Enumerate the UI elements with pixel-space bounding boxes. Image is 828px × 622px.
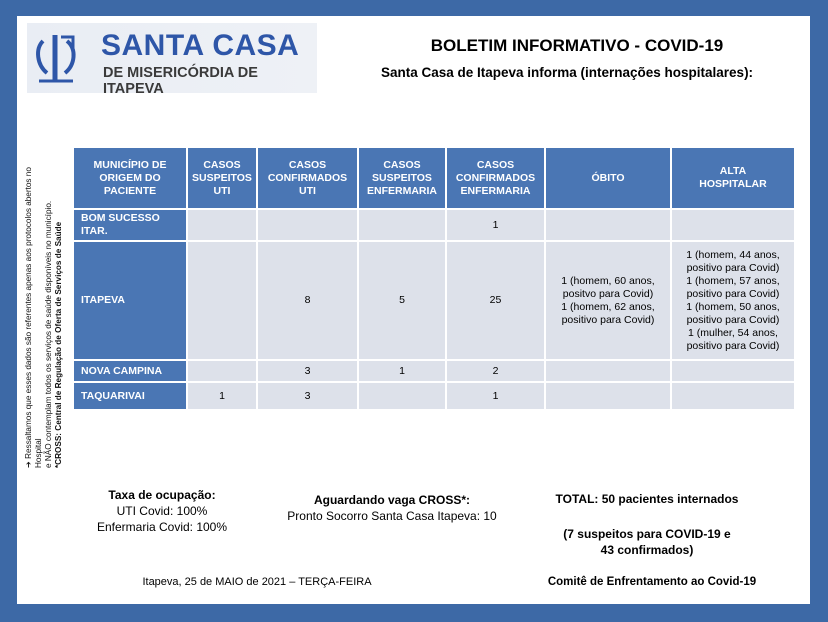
cell-obito: 1 (homem, 60 anos, positvo para Covid) 1 (homem, 62 anos, positivo para Covid) [545,241,671,360]
cell-municipio: NOVA CAMPINA [73,360,187,382]
occupancy-title: Taxa de ocupação: [108,488,216,502]
cell-confirmados-uti: 3 [257,360,358,382]
cell-obito [545,209,671,241]
bulletin-title: BOLETIM INFORMATIVO - COVID-19 [430,36,724,55]
bulletin-subtitle: Santa Casa de Itapeva informa (internações hospitalares): [380,65,754,80]
header-suspeitos-uti: CASOS SUSPEITOS UTI [187,147,257,209]
occupancy-uti: UTI Covid: 100% [116,504,208,518]
total-patients: TOTAL: 50 pacientes internados [555,492,739,506]
waiting-text: Pronto Socorro Santa Casa Itapeva: 10 [287,509,497,523]
header-obito: ÓBITO [545,147,671,209]
cell-confirmados-uti: 3 [257,382,358,410]
cell-suspeitos-enfermaria: 5 [358,241,446,360]
cell-confirmados-enfermaria: 2 [446,360,545,382]
table-row [73,360,795,382]
committee-signature: Comitê de Enfrentamento ao Covid-19 [547,576,757,588]
cell-suspeitos-enfermaria [358,209,446,241]
bulletin-sheet [17,16,810,604]
cell-confirmados-uti [257,209,358,241]
disclaimer-cross-definition: *CROSS: Central de Regulação de Oferta de Serviços de Saúde [54,221,63,468]
hospitalization-table [72,146,796,411]
header-confirmados-uti: CASOS CONFIRMADOS UTI [257,147,358,209]
santa-casa-emblem-icon [33,31,83,85]
total-breakdown: (7 suspeitos para COVID-19 e 43 confirmados) [563,527,731,557]
logo-text-misericordia: DE MISERICÓRDIA DE ITAPEVA [103,65,258,97]
cell-obito [545,382,671,410]
cell-confirmados-enfermaria: 25 [446,241,545,360]
cell-suspeitos-enfermaria: 1 [358,360,446,382]
side-disclaimer [24,138,64,468]
cell-alta [671,360,795,382]
cell-municipio: ITAPEVA [73,241,187,360]
table-row [73,209,795,241]
cell-obito [545,360,671,382]
disclaimer-line-1: ➔ Ressaltamos que esses dados são referentes apenas aos protocolos abertos no Hospital [24,167,43,468]
cell-alta [671,382,795,410]
occupancy-rate-block [82,487,242,535]
logo-text-santa-casa: SANTA CASA [101,29,300,62]
cell-suspeitos-uti [187,241,257,360]
santa-casa-logo [27,23,317,97]
header-alta-hospitalar: ALTA HOSPITALAR [671,147,795,209]
table-row [73,241,795,360]
table-header-row [73,147,795,209]
cell-suspeitos-uti [187,209,257,241]
waiting-title: Aguardando vaga CROSS*: [313,493,471,507]
cell-confirmados-enfermaria: 1 [446,382,545,410]
header-suspeitos-enfermaria: CASOS SUSPEITOS ENFERMARIA [358,147,446,209]
cell-suspeitos-uti: 1 [187,382,257,410]
cell-municipio: TAQUARIVAI [73,382,187,410]
cell-confirmados-uti: 8 [257,241,358,360]
cell-confirmados-enfermaria: 1 [446,209,545,241]
table-row [73,382,795,410]
disclaimer-line-2: e NÃO contemplam todos os serviços de saúde disponíveis no município. [44,200,53,468]
waiting-cross-block [267,492,517,524]
cell-suspeitos-enfermaria [358,382,446,410]
cell-suspeitos-uti [187,360,257,382]
cell-municipio: BOM SUCESSO ITAR. [73,209,187,241]
header-municipio: MUNICÍPIO DE ORIGEM DO PACIENTE [73,147,187,209]
occupancy-enfermaria: Enfermaria Covid: 100% [96,520,228,534]
bulletin-date: Itapeva, 25 de MAIO de 2021 – TERÇA-FEIRA [142,576,372,588]
cell-alta [671,209,795,241]
cell-alta: 1 (homem, 44 anos, positivo para Covid) 1 (homem, 57 anos, positivo para Covid) 1 (homem, 50 anos, positivo para Covid) 1 (mulher, 54 anos, positivo para Covid) [671,241,795,360]
header-confirmados-enfermaria: CASOS CONFIRMADOS ENFERMARIA [446,147,545,209]
